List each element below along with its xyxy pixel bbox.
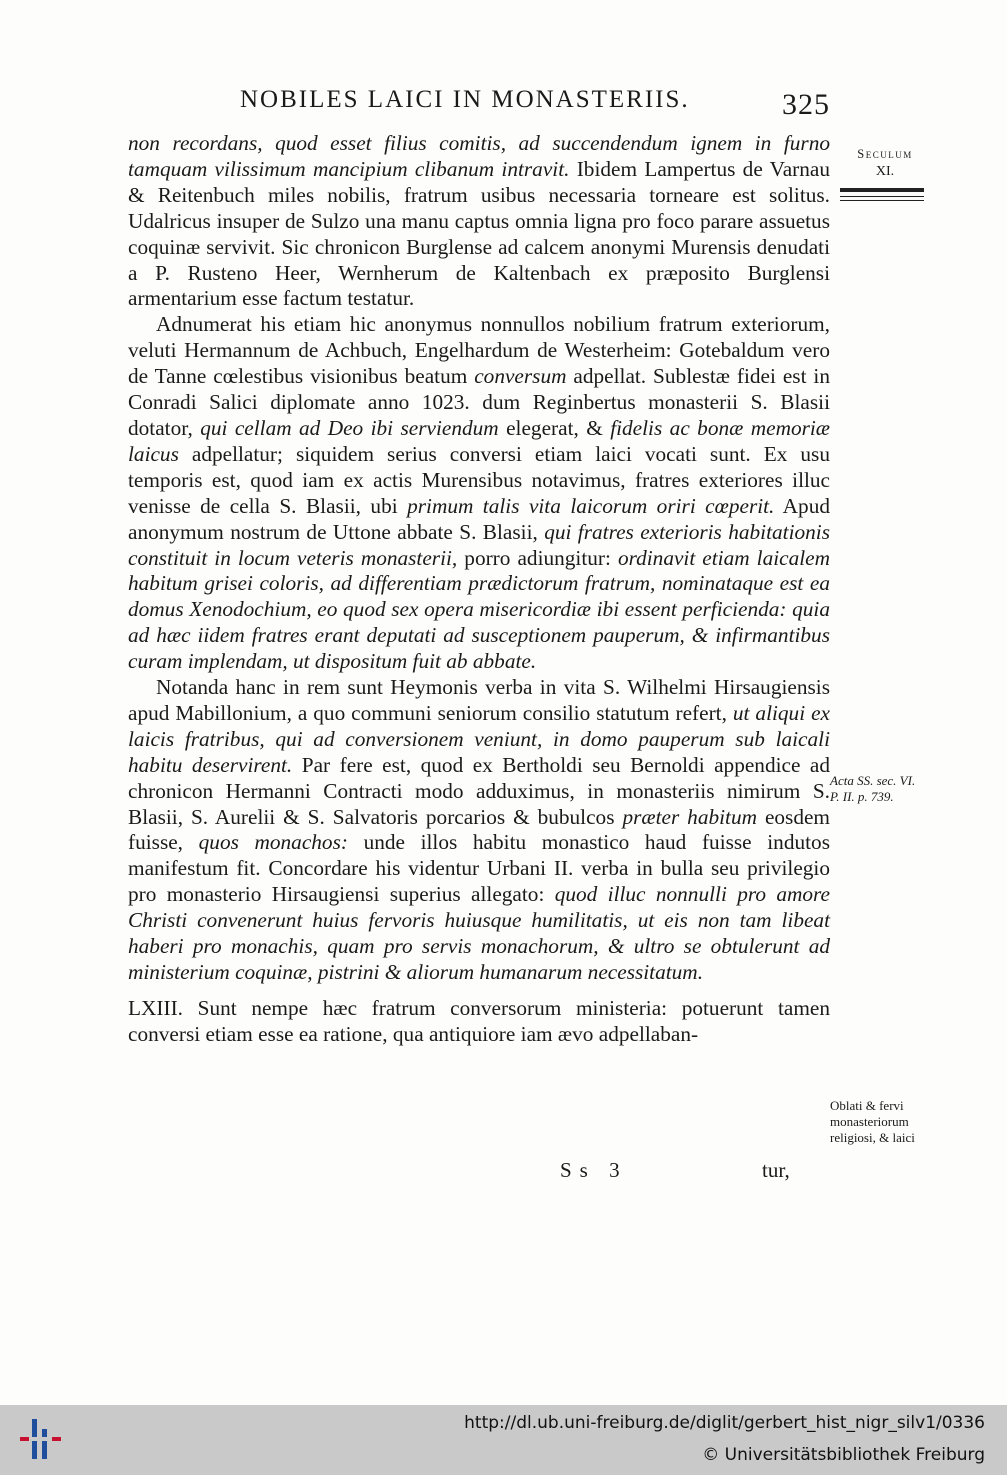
library-logo-icon — [18, 1415, 66, 1463]
margin-rule-thin-2 — [840, 200, 924, 201]
catchword: tur, — [762, 1158, 790, 1182]
italic-span: quod illuc nonnulli pro amore Christi convenerunt huius fervoris huiusque humilitatis, ut eis non tam libeat haberi pro monachis, quam pro servis monachorum, & ultro se obtulerunt ad ministerium coquinæ, pistrini & aliorum humanarum necessitatum. — [128, 882, 830, 984]
text-span: LXIII. Sunt nempe hæc fratrum conversorum ministeria: potuerunt tamen conversi etiam esse ea ratione, qua antiquiore iam ævo adpellaban- — [128, 995, 830, 1046]
copyright-notice: © Universitätsbibliothek Freiburg — [702, 1445, 985, 1465]
text-span: Notanda hanc in rem sunt Heymonis verba in vita S. Wilhelmi Hirsaugiensis apud Mabillonium, a quo communi seniorum consilio statutum refert, — [128, 675, 830, 725]
permalink-url[interactable]: http://dl.ub.uni-freiburg.de/diglit/gerbert_hist_nigr_silv1/0336 — [464, 1413, 985, 1433]
logo-mark-icon — [18, 1415, 66, 1463]
text-span: unde illos habitu monastico haud fuisse indutos manifestum fit. Concordare his videntur Urbani II. verba in bulla seu privilegio pro monasterio Hirsaugiensi superius allegato: — [128, 830, 830, 907]
text-span: adpellat. Sublestæ fidei est in Conradi Salici diplomate anno 1023. dum Reginbertus monasterii S. Blasii dotator, — [128, 364, 830, 440]
text-span: porro adiungitur: — [457, 545, 618, 570]
paragraph-4 — [128, 996, 830, 1048]
running-head: NOBILES LAICI IN MONASTERIIS. — [240, 86, 690, 113]
italic-span: conversum — [474, 364, 567, 389]
italic-span: fidelis ac bonæ memoriæ laicus — [128, 415, 831, 466]
paragraph-1 — [128, 131, 830, 312]
italic-span: qui fratres exterioris habitationis constituit in locum veteris monasterii, — [128, 519, 830, 570]
body-text — [128, 131, 830, 1048]
text-span: Par fere est, quod ex Bertholdi seu Bernoldi appendice ad chronicon Hermanni Contracti modo adduximus, in monasteriis nimirum S. Blasii, S. Aurelii & S. Salvatoris porcarios & bubulcos — [128, 752, 830, 829]
italic-span: non recordans, quod esset filius comitis, ad succendendum ignem in furno tamquam vilissimum mancipium clibanum intravit. — [128, 131, 830, 181]
text-span: Adnumerat his etiam hic anonymus nonnullos nobilium fratrum exteriorum, veluti Hermannum de Achbuch, Engelhardum de Westerheim: Gotebaldum vero de Tanne cœlestibus visionibus beatum — [128, 312, 830, 389]
paragraph-2 — [128, 312, 830, 675]
italic-span: primum talis vita laicorum oriri cœperit. — [407, 493, 775, 518]
signature-mark: Ss 3 — [560, 1158, 628, 1182]
text-span: adpellatur; siquidem serius conversi etiam laici vocati sunt. Ex usu temporis est, quod iam ex actis Murensibus notavimus, fratres exteriores illuc venisse de cella S. Blasii, ubi — [128, 441, 830, 518]
seculum-label: Seculum — [857, 147, 913, 161]
margin-note-acta: Acta SS. sec. VI. P. II. p. 739. — [830, 773, 916, 804]
italic-span: præter habitum — [622, 804, 757, 829]
text-span: elegerat, & — [498, 415, 611, 440]
margin-seculum — [845, 145, 925, 181]
italic-span: qui cellam ad Deo ibi serviendum — [200, 415, 499, 440]
page-number: 325 — [782, 88, 830, 121]
italic-span: quos monachos: — [198, 830, 348, 855]
text-span: Ibidem Lampertus de Varnau & Reitenbuch miles nobilis, fratrum usibus necessaria torneare est solitus. Udalricus insuper de Sulzo una manu captus omnia ligna pro foco parare assuetus coquinæ servivit. Sic chronicon Burglense ad calcem anonymi Murensis denudati a P. Rusteno Heer, Wernherum de Kaltenbach ex præposito Burglensi armentarium esse factum testatur. — [128, 156, 830, 311]
italic-span: ordinavit etiam laicalem habitum grisei coloris, ad differentiam prædictorum fratrum, nominataque est ea domus Xenodochium, eo quod sex opera misericordiæ ibi essent perficienda: quia ad hæc iidem fratres erant deputati ad susceptionem pauperum, & infirmantibus curam implendam, ut dispositum fuit ab abbate. — [128, 545, 830, 674]
margin-note-oblati: Oblati & fervi monasteriorum religiosi, & laici — [830, 1098, 915, 1145]
seculum-number: XI. — [875, 164, 895, 179]
margin-rule-thin — [840, 196, 924, 197]
text-span: Apud anonymum nostrum de Uttone abbate S. Blasii, — [128, 493, 830, 544]
paragraph-3 — [128, 675, 830, 986]
margin-rule — [840, 188, 924, 192]
italic-span: ut aliqui ex laicis fratribus, qui ad conversionem veniunt, in domo pauperum sub laicali habitu deservirent. — [128, 700, 830, 777]
text-span: eosdem fuisse, — [128, 804, 830, 855]
